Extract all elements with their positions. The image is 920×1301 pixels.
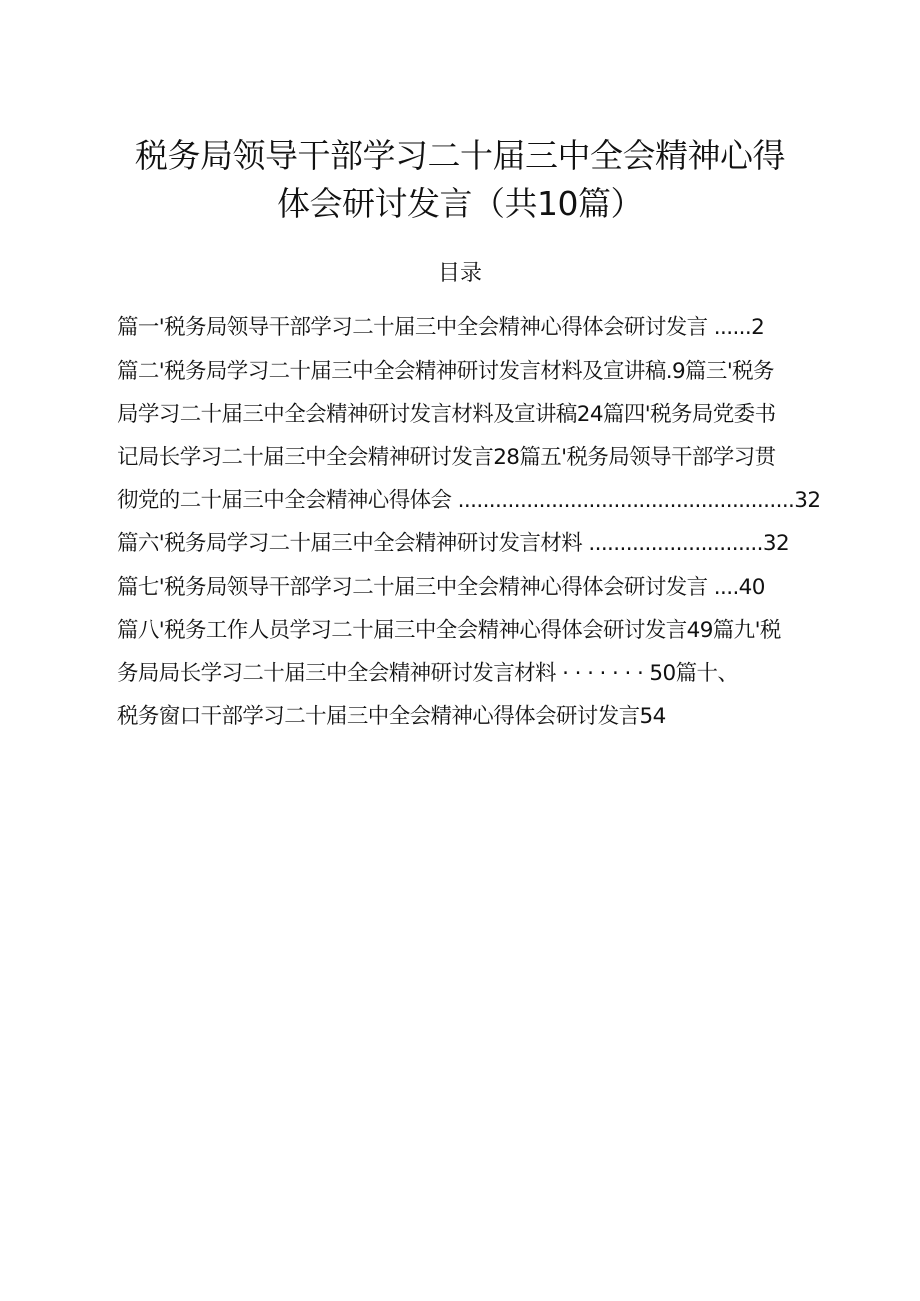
toc-line: 篇八'税务工作人员学习二十届三中全会精神心得体会研讨发言49篇九'税 — [117, 618, 781, 643]
document-title-line-1: 税务局领导干部学习二十届三中全会精神心得 — [135, 136, 785, 175]
toc-line: 篇七'税务局领导干部学习二十届三中全会精神心得体会研讨发言 ....40 — [117, 575, 765, 600]
toc-line: 务局局长学习二十届三中全会精神研讨发言材料 · · · · · · · 50篇十、 — [117, 661, 739, 686]
toc-heading: 目录 — [437, 261, 482, 286]
toc-line: 篇一'税务局领导干部学习二十届三中全会精神心得体会研讨发言 ......2 — [117, 315, 765, 340]
toc-line: 局学习二十届三中全会精神研讨发言材料及宣讲稿24篇四'税务局党委书 — [117, 402, 776, 427]
toc-line: 彻党的二十届三中全会精神心得体会 ......................................................32 — [117, 488, 821, 513]
toc-line: 篇二'税务局学习二十届三中全会精神研讨发言材料及宣讲稿.9篇三'税务 — [117, 359, 774, 384]
toc-line: 篇六'税务局学习二十届三中全会精神研讨发言材料 ............................32 — [117, 531, 790, 556]
toc-line: 记局长学习二十届三中全会精神研讨发言28篇五'税务局领导干部学习贯 — [117, 445, 776, 470]
toc-line: 税务窗口干部学习二十届三中全会精神心得体会研讨发言54 — [117, 704, 666, 729]
document-title-line-2: 体会研讨发言（共10篇） — [277, 184, 643, 223]
